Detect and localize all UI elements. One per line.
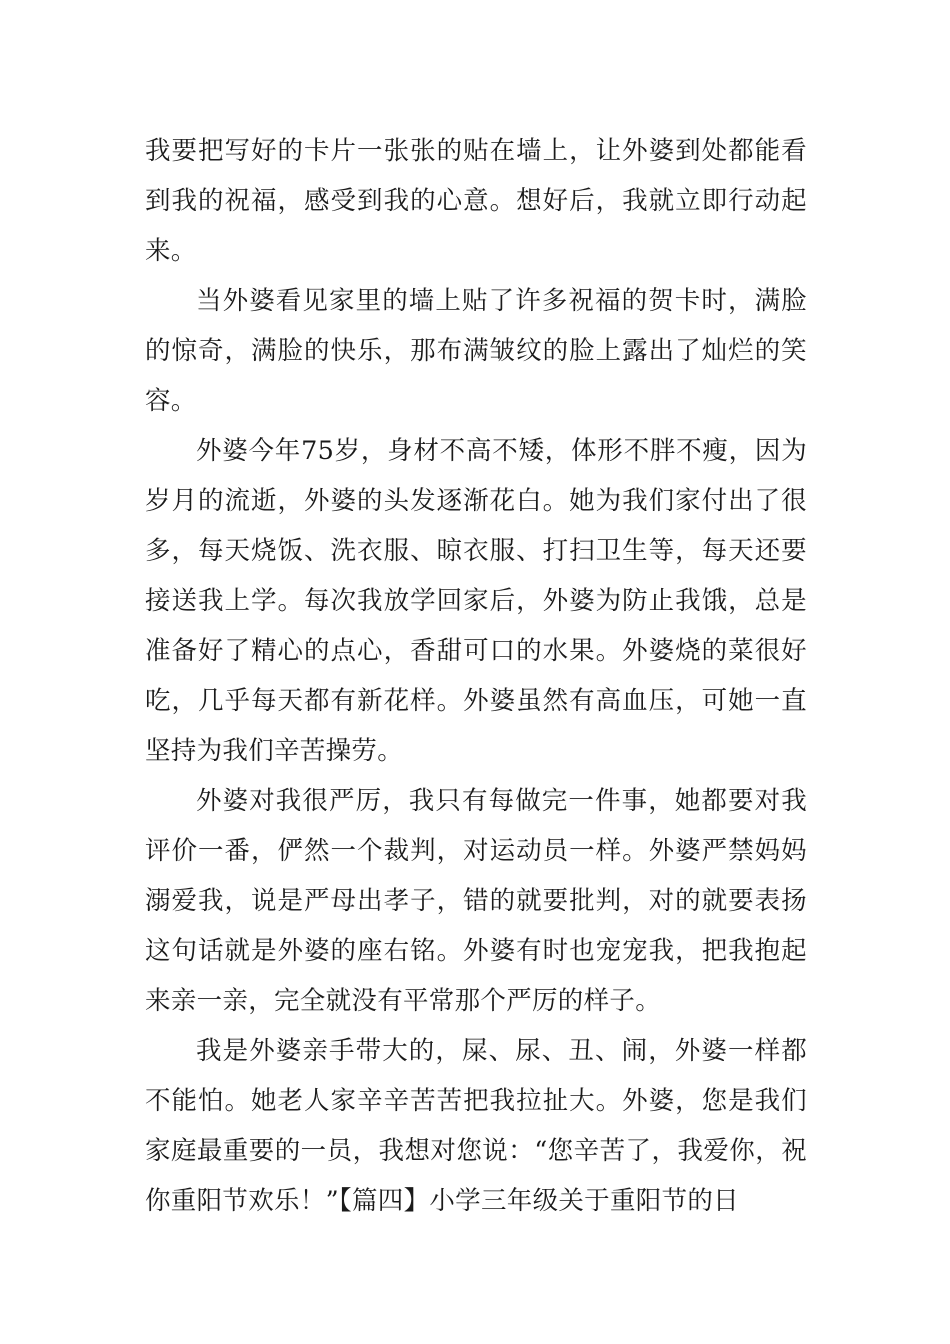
document-body bbox=[145, 126, 807, 1226]
paragraph-4: 外婆对我很严厉，我只有每做完一件事，她都要对我评价一番，俨然一个裁判，对运动员一样。外婆严禁妈妈溺爱我，说是严母出孝子，错的就要批判，对的就要表扬这句话就是外婆的座右铭。外婆有时也宠宠我，把我抱起来亲一亲，完全就没有平常那个严厉的样子。 bbox=[145, 786, 807, 1016]
paragraph-2: 当外婆看见家里的墙上贴了许多祝福的贺卡时，满脸的惊奇，满脸的快乐，那布满皱纹的脸上露出了灿烂的笑容。 bbox=[145, 286, 807, 416]
paragraph-3: 外婆今年75岁，身材不高不矮，体形不胖不瘦，因为岁月的流逝，外婆的头发逐渐花白。她为我们家付出了很多，每天烧饭、洗衣服、晾衣服、打扫卫生等，每天还要接送我上学。每次我放学回家后，外婆为防止我饿，总是准备好了精心的点心，香甜可口的水果。外婆烧的菜很好吃，几乎每天都有新花样。外婆虽然有高血压，可她一直坚持为我们辛苦操劳。 bbox=[145, 436, 807, 766]
paragraph-1: 我要把写好的卡片一张张的贴在墙上，让外婆到处都能看到我的祝福，感受到我的心意。想好后，我就立即行动起来。 bbox=[145, 136, 807, 266]
paragraph-5: 我是外婆亲手带大的，屎、尿、丑、闹，外婆一样都不能怕。她老人家辛辛苦苦把我拉扯大。外婆，您是我们家庭最重要的一员，我想对您说：“您辛苦了，我爱你，祝你重阳节欢乐！”【篇四】小学三年级关于重阳节的日 bbox=[145, 1036, 807, 1216]
